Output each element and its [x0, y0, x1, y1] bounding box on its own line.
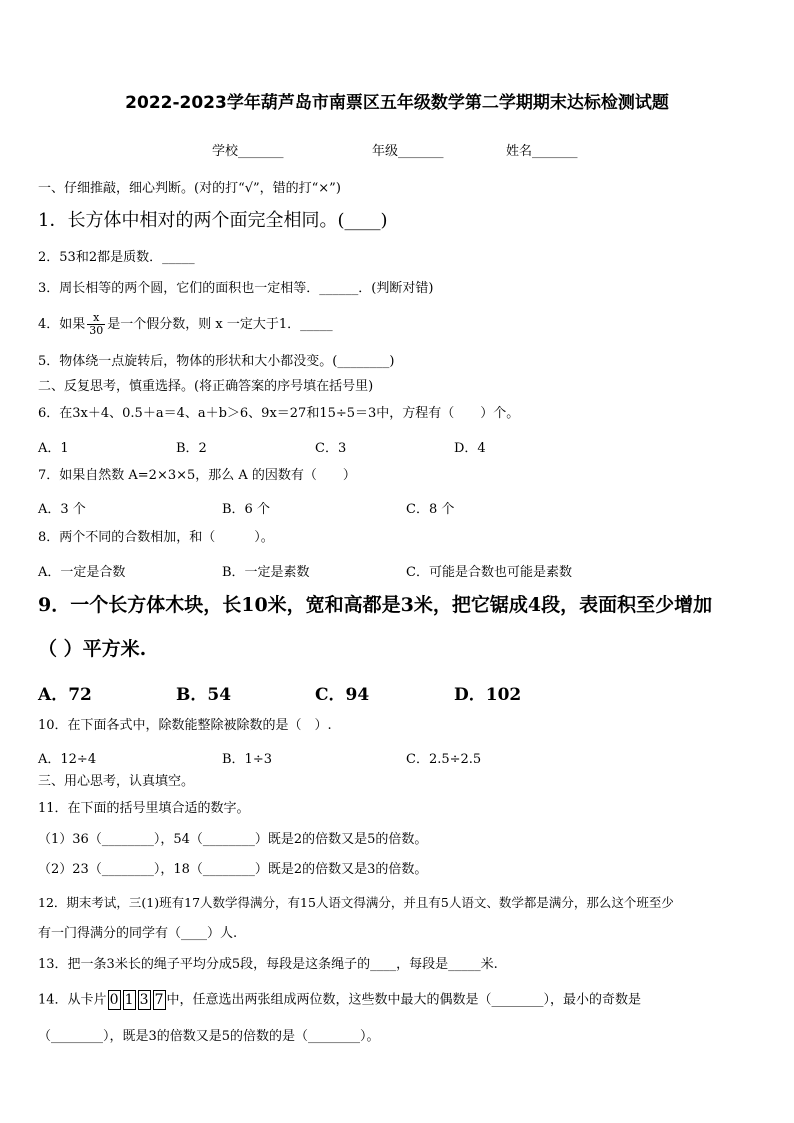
fraction-numerator: x	[87, 312, 105, 325]
question-14-pre: 14．从卡片	[38, 992, 107, 1008]
q8-option-c[interactable]: C．可能是合数也可能是素数	[406, 565, 572, 580]
page-title: 2022-2023学年葫芦岛市南票区五年级数学第二学期期末达标检测试题	[125, 93, 669, 113]
section-3-heading: 三、用心思考，认真填空。	[38, 774, 195, 789]
question-11-part-1: （1）36（________），54（________）既是2的倍数又是5的倍数。	[38, 832, 428, 847]
fraction-denominator: 30	[89, 324, 104, 337]
card-0: 0	[108, 990, 121, 1010]
q10-option-c[interactable]: C．2.5÷2.5	[406, 752, 482, 767]
question-12-line-1: 12．期末考试，三(1)班有17人数学得满分，有15人语文得满分，并且有5人语文、数学都是满分，那么这个班至少	[38, 895, 674, 910]
section-2-heading: 二、反复思考，慎重选择。(将正确答案的序号填在括号里)	[38, 379, 374, 394]
question-3: 3．周长相等的两个圆，它们的面积也一定相等．______．(判断对错)	[38, 281, 434, 296]
fraction-x-over-30	[87, 312, 105, 337]
q9-option-a[interactable]: A．72	[38, 685, 92, 705]
question-6: 6．在3x＋4、0.5＋a＝4、a＋b＞6、9x＝27和15÷5＝3中，方程有（ ）个。	[38, 406, 520, 421]
question-14-line-2: （________），既是3的倍数又是5的倍数的是（________）。	[38, 1029, 380, 1044]
name-field[interactable]: 姓名_______	[506, 144, 578, 159]
q10-option-a[interactable]: A．12÷4	[38, 752, 97, 767]
question-11: 11．在下面的括号里填合适的数字。	[38, 801, 250, 816]
q8-option-b[interactable]: B．一定是素数	[222, 565, 310, 580]
question-2: 2．53和2都是质数．_____	[38, 250, 195, 265]
question-11-part-2: （2）23（________），18（________）既是2的倍数又是3的倍数。	[38, 862, 428, 877]
question-5: 5．物体绕一点旋转后，物体的形状和大小都没变。(________)	[38, 354, 395, 369]
q9-option-d[interactable]: D．102	[454, 685, 522, 705]
question-4-post: 是一个假分数，则 x 一定大于1．_____	[107, 317, 333, 332]
q8-option-a[interactable]: A．一定是合数	[38, 565, 126, 580]
question-10: 10．在下面各式中，除数能整除被除数的是（ ）.	[38, 718, 332, 733]
question-8: 8．两个不同的合数相加，和（ ）。	[38, 530, 274, 545]
question-14	[38, 990, 641, 1010]
question-12-line-2: 有一门得满分的同学有（____）人.	[38, 926, 238, 941]
question-4	[38, 312, 333, 337]
q6-option-a[interactable]: A．1	[38, 441, 69, 456]
question-13: 13．把一条3米长的绳子平均分成5段，每段是这条绳子的____，每段是_____米.	[38, 957, 498, 972]
question-9-line-2: （ ）平方米.	[38, 638, 147, 660]
q7-option-a[interactable]: A．3 个	[38, 502, 86, 517]
q10-option-b[interactable]: B．1÷3	[222, 752, 272, 767]
card-7: 7	[153, 990, 166, 1010]
section-1-heading: 一、仔细推敲，细心判断。(对的打“√”，错的打“×”)	[38, 181, 341, 196]
question-1: 1．长方体中相对的两个面完全相同。(____)	[38, 210, 388, 231]
question-14-post: 中，任意选出两张组成两位数，这些数中最大的偶数是（________），最小的奇数是	[166, 992, 642, 1008]
q7-option-c[interactable]: C．8 个	[406, 502, 455, 517]
q9-option-c[interactable]: C．94	[315, 685, 370, 705]
question-7: 7．如果自然数 A=2×3×5，那么 A 的因数有（ ）	[38, 468, 356, 483]
question-4-pre: 4．如果	[38, 317, 86, 332]
card-3: 3	[138, 990, 151, 1010]
q6-option-c[interactable]: C．3	[315, 441, 347, 456]
school-field[interactable]: 学校_______	[212, 144, 284, 159]
question-9-line-1: 9．一个长方体木块，长10米，宽和高都是3米，把它锯成4段，表面积至少增加	[38, 594, 713, 616]
q6-option-d[interactable]: D．4	[454, 441, 486, 456]
q6-option-b[interactable]: B．2	[176, 441, 207, 456]
card-1: 1	[123, 990, 136, 1010]
q7-option-b[interactable]: B．6 个	[222, 502, 270, 517]
grade-field[interactable]: 年级_______	[372, 144, 444, 159]
q9-option-b[interactable]: B．54	[176, 685, 232, 705]
